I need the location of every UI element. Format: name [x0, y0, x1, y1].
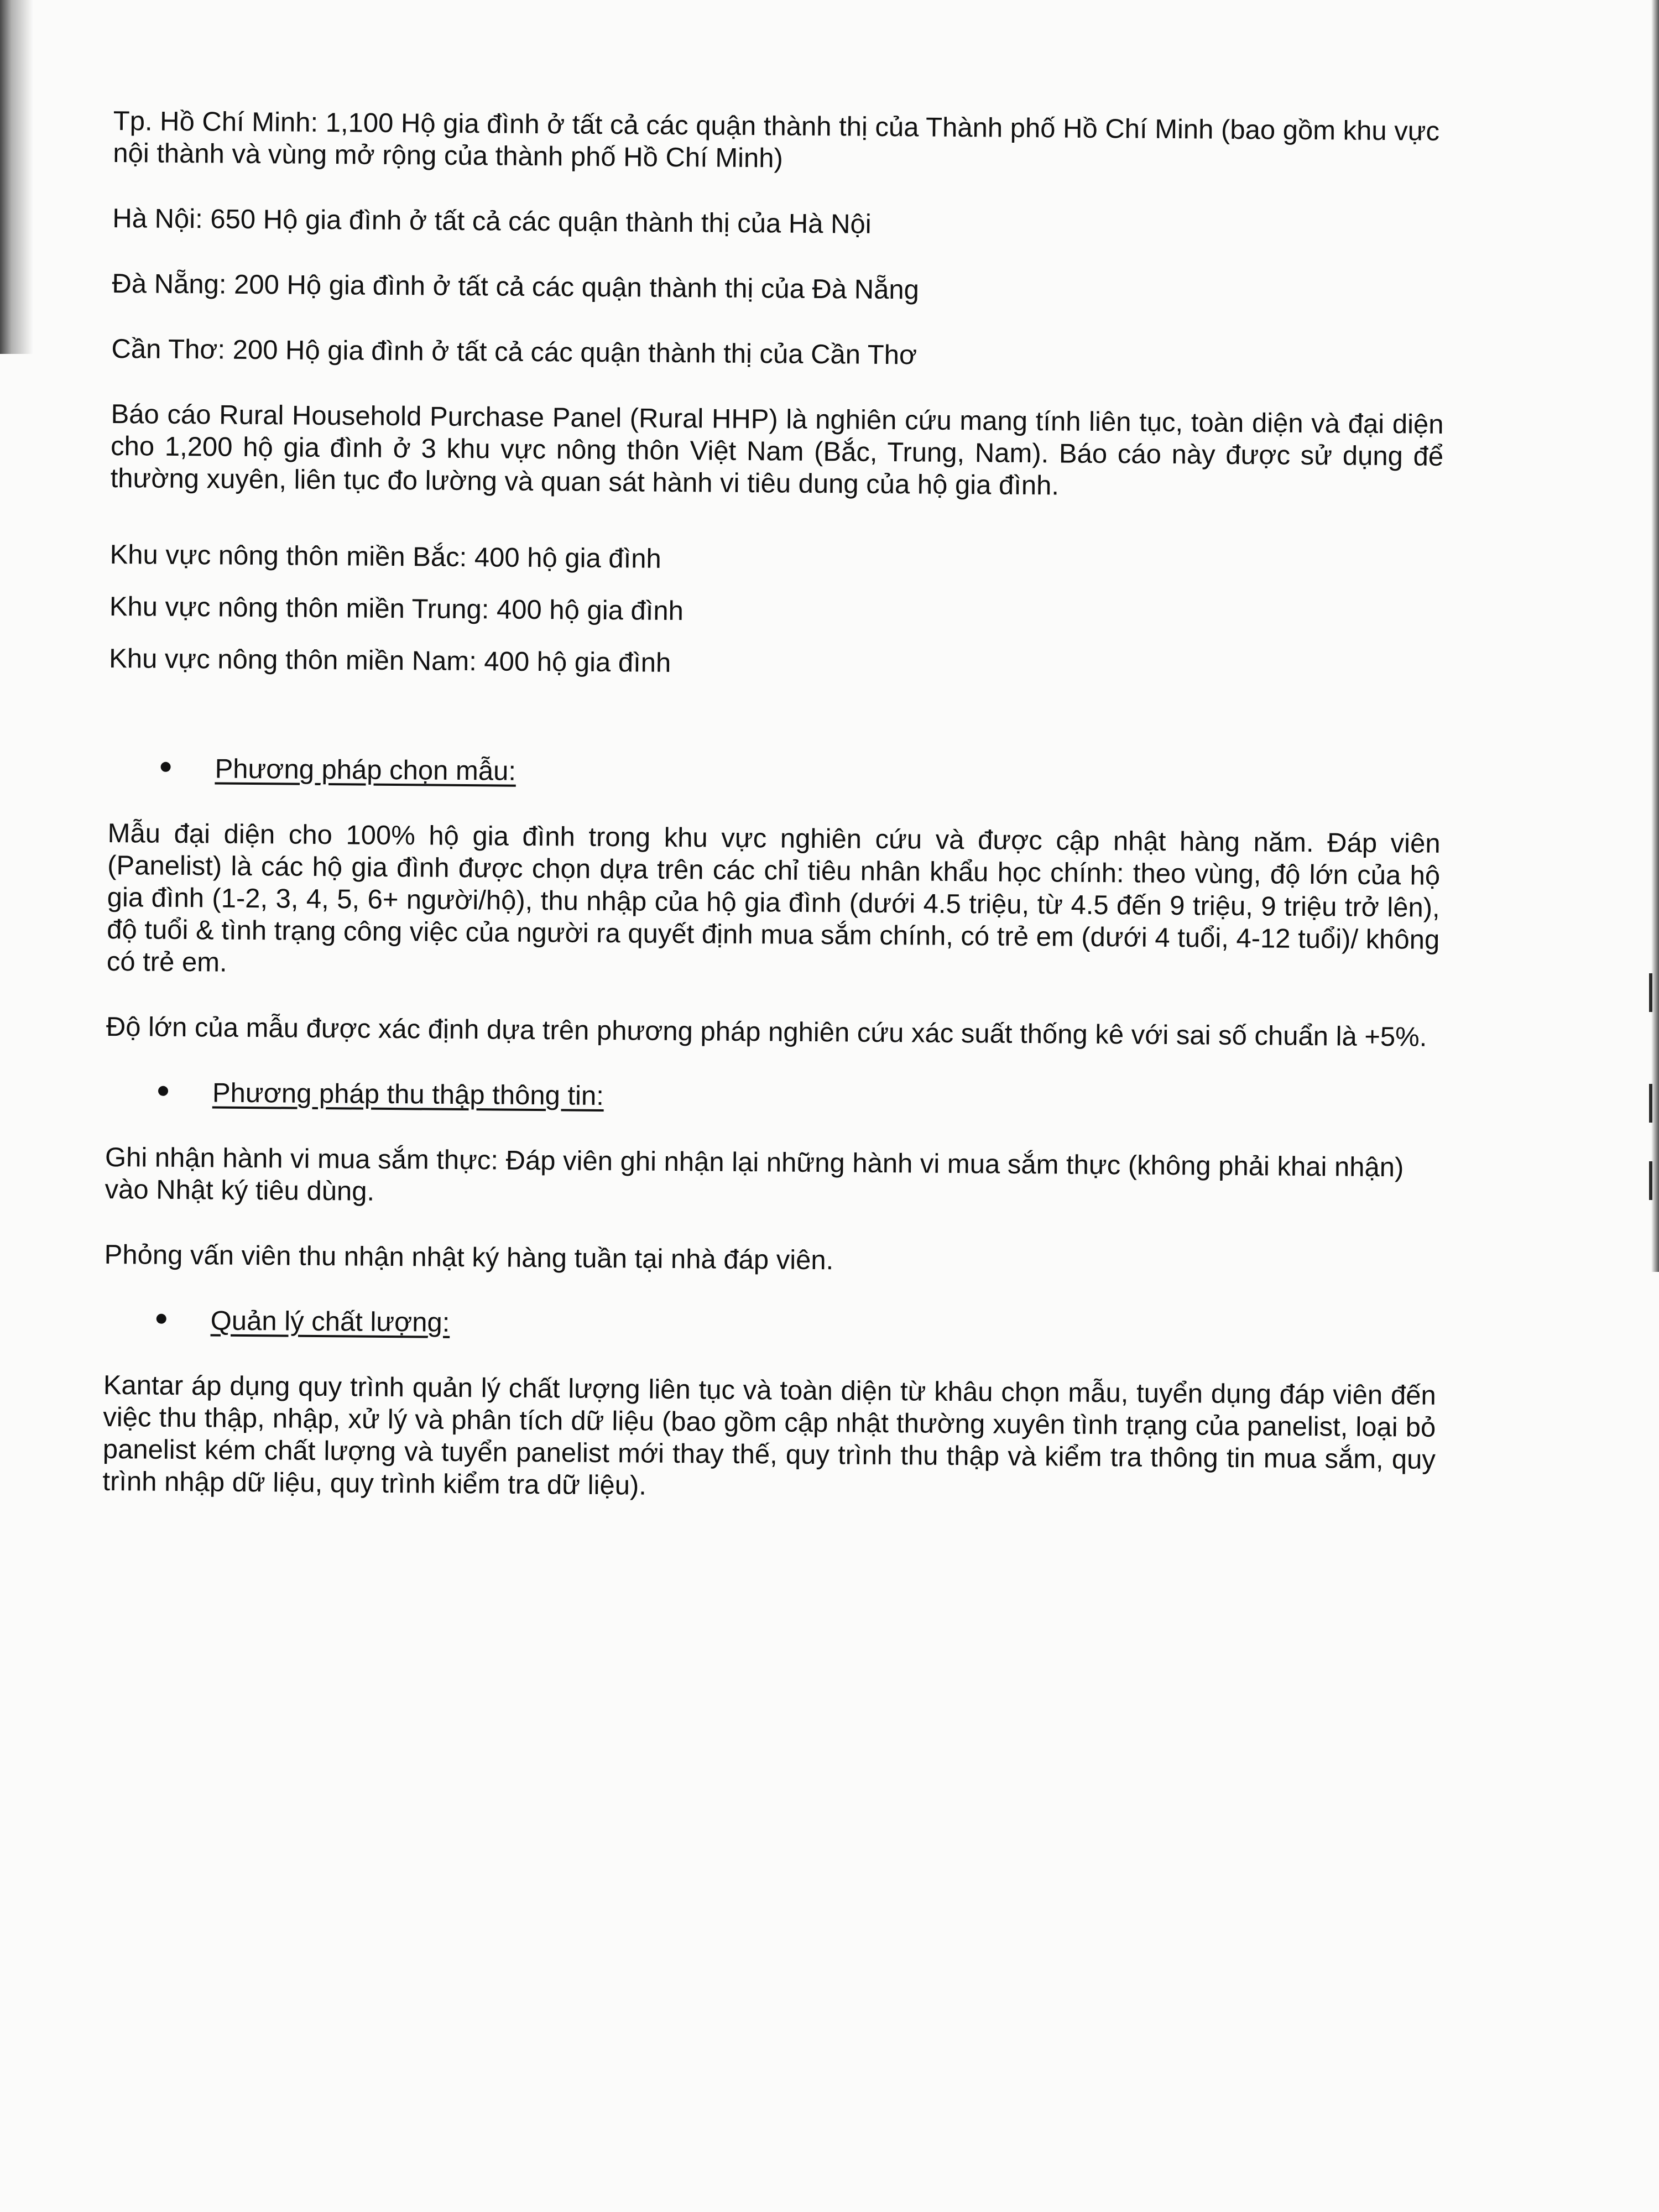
rural-intro-paragraph: Báo cáo Rural Household Purchase Panel (Rural HHP) là nghiên cứu mang tính liên tục, toàn diện và đại diện cho 1,200 hộ gia đình ở 3 khu vực nông thôn Việt Nam (Bắc, Trung, Nam). Báo cáo này được sử dụng để thường xuyên, liên tục đo lường và quan sát hành vi tiêu dung của hộ gia đình. — [110, 399, 1444, 501]
city-danang-text: Đà Nẵng: 200 Hộ gia đình ở tất cả các quận thành thị của Đà Nẵng — [112, 268, 920, 305]
sample-size-paragraph: Độ lớn của mẫu được xác định dựa trên phương pháp nghiên cứu xác suất thống kê với sai số chuẩn là +5%. — [106, 1011, 1427, 1052]
interview-paragraph: Phỏng vấn viên thu nhận nhật ký hàng tuần tại nhà đáp viên. — [104, 1239, 834, 1276]
city-hcm-text: Tp. Hồ Chí Minh: 1,100 Hộ gia đình ở tất cả các quận thành thị của Thành phố Hồ Chí Minh (bao gồm khu vực nội thành và vùng mở rộng của thành phố Hồ Chí Minh) — [113, 106, 1440, 174]
scan-shadow-right — [1651, 0, 1659, 1272]
sampling-paragraph: Mẫu đại diện cho 100% hộ gia đình trong khu vực nghiên cứu và được cập nhật hàng năm. Đáp viên (Panelist) là các hộ gia đình được chọn dựa trên các chỉ tiêu nhân khẩu học chính: theo vùng, độ lớn của hộ gia đình (1-2, 3, 4, 5, 6+ người/hộ), thu nhập của hộ gia đình (dưới 4.5 triệu, từ 4.5 đến 9 triệu, 9 triệu trở lên), độ tuổi & tình trạng công việc của người ra quyết định mua sắm chính, có trẻ em (dưới 4 tuổi, 4-12 tuổi)/ không có trẻ em. — [106, 818, 1441, 978]
scan-edge-mark — [1649, 1161, 1652, 1200]
bullet-icon — [158, 1086, 168, 1096]
quality-paragraph: Kantar áp dụng quy trình quản lý chất lượng liên tục và toàn diện từ khâu chọn mẫu, tuyển dụng đáp viên đến việc thu thập, nhập, xử lý và phân tích dữ liệu (bao gồm cập nhật thường xuyên tình trạng của panelist, loại bỏ panelist kém chất lượng và tuyển panelist mới thay thế, quy trình thu thập và kiểm tra thông tin mua sắm, quy trình nhập dữ liệu, quy trình kiểm tra dữ liệu). — [102, 1370, 1436, 1501]
sampling-section-heading — [160, 753, 1441, 795]
bullet-icon — [161, 762, 171, 772]
rural-central-text: Khu vực nông thôn miền Trung: 400 hộ gia đình — [109, 591, 684, 627]
sampling-heading-label: Phương pháp chọn mẫu: — [215, 754, 517, 786]
scan-edge-mark — [1649, 973, 1652, 1012]
scan-edge-mark — [1649, 1084, 1652, 1123]
quality-section-heading — [156, 1305, 1437, 1347]
city-hanoi-text: Hà Nội: 650 Hộ gia đình ở tất cả các quận thành thị của Hà Nội — [112, 203, 872, 239]
bullet-icon — [156, 1314, 166, 1324]
collection-section-heading — [158, 1077, 1438, 1119]
scan-shadow-left — [0, 0, 33, 354]
rural-north-text: Khu vực nông thôn miền Bắc: 400 hộ gia đình — [109, 539, 661, 574]
rural-south-text: Khu vực nông thôn miền Nam: 400 hộ gia đình — [108, 643, 671, 678]
quality-heading-label: Quản lý chất lượng: — [210, 1306, 450, 1338]
collection-heading-label: Phương pháp thu thập thông tin: — [212, 1078, 604, 1112]
city-cantho-text: Cần Thơ: 200 Hộ gia đình ở tất cả các quận thành thị của Cần Thơ — [111, 333, 917, 371]
document-page — [102, 105, 1446, 1508]
collection-paragraph: Ghi nhận hành vi mua sắm thực: Đáp viên ghi nhận lại những hành vi mua sắm thực (không phải khai nhận) vào Nhật ký tiêu dùng. — [105, 1142, 1404, 1207]
